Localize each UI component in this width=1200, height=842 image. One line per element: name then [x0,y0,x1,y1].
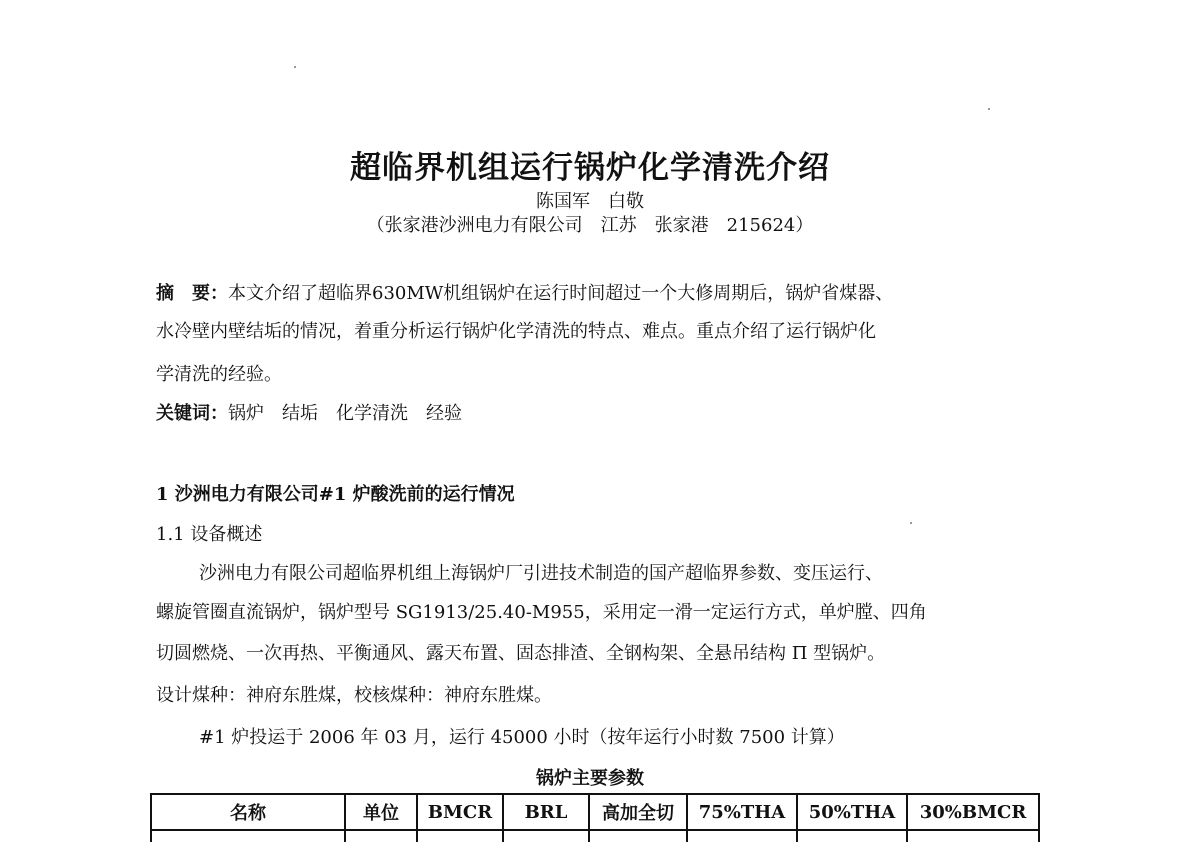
authors: 陈国军 白敬 [536,191,644,212]
paragraph-line: 螺旋管圈直流锅炉，锅炉型号 SG1913/25.40-M955，采用定一滑一定运行方式，单炉膛、四角 [156,602,927,623]
table-cell [907,830,1039,842]
abstract-line-1 [156,279,893,305]
subsection-heading: 1.1 设备概述 [156,524,263,545]
operation-line: #1 炉投运于 2006 年 03 月，运行 45000 小时（按年运行小时数 7500 计算） [199,727,845,748]
scan-speck [988,108,990,110]
section-heading: 1 沙洲电力有限公司#1 炉酸洗前的运行情况 [156,484,515,505]
header-cell: BMCR [417,794,503,830]
keywords-line [156,399,462,425]
table-cell [589,830,687,842]
header-cell: 单位 [345,794,417,830]
abstract-line-3: 学清洗的经验。 [156,364,282,385]
keywords-label: 关键词： [156,403,228,424]
table-cell [797,830,907,842]
scan-speck [910,522,912,524]
boiler-parameters-table [150,793,1040,842]
abstract-text: 本文介绍了超临界630MW机组锅炉在运行时间超过一个大修周期后，锅炉省煤器、 [228,283,894,304]
paragraph-line: 切圆燃烧、一次再热、平衡通风、露天布置、固态排渣、全钢构架、全悬吊结构 Π 型锅炉。 [156,643,886,664]
table-cell [687,830,797,842]
header-cell: 名称 [151,794,345,830]
table-header-row [151,794,1039,830]
affiliation: （张家港沙洲电力有限公司 江苏 张家港 215624） [366,215,814,236]
table-cell [151,830,345,842]
table-row [151,830,1039,842]
table-cell [417,830,503,842]
table-cell [503,830,589,842]
header-cell: BRL [503,794,589,830]
abstract-line-2: 水冷壁内壁结垢的情况，着重分析运行锅炉化学清洗的特点、难点。重点介绍了运行锅炉化 [156,321,876,342]
header-cell: 高加全切 [589,794,687,830]
keywords-text: 锅炉 结垢 化学清洗 经验 [228,403,462,424]
header-cell: 75%THA [687,794,797,830]
paper-title: 超临界机组运行锅炉化学清洗介绍 [350,150,830,186]
abstract-label: 摘 要： [156,283,228,304]
scan-speck [294,66,296,68]
paragraph-line: 设计煤种：神府东胜煤，校核煤种：神府东胜煤。 [156,685,552,706]
header-cell: 30%BMCR [907,794,1039,830]
table-title: 锅炉主要参数 [536,768,644,789]
table-cell [345,830,417,842]
paragraph-line: 沙洲电力有限公司超临界机组上海锅炉厂引进技术制造的国产超临界参数、变压运行、 [199,563,883,584]
header-cell: 50%THA [797,794,907,830]
